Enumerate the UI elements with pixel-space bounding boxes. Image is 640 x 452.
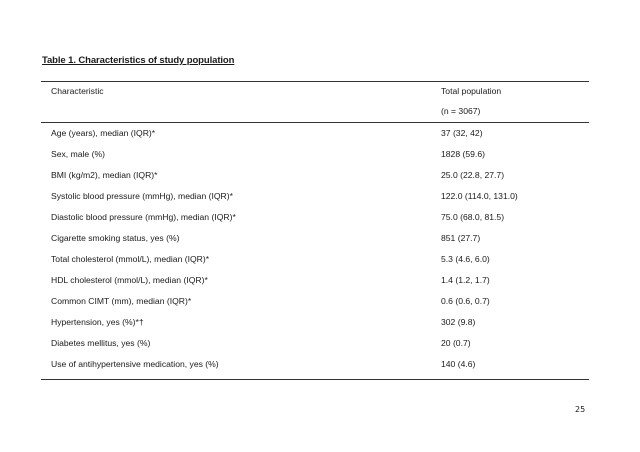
header-characteristic: Characteristic	[51, 86, 104, 96]
row-value-bmi: 25.0 (22.8, 27.7)	[441, 170, 505, 180]
row-label-total-cholesterol: Total cholesterol (mmol/L), median (IQR)*	[51, 254, 210, 264]
header-rule	[41, 122, 589, 123]
row-label-age: Age (years), median (IQR)*	[51, 128, 156, 138]
row-label-hdl-cholesterol: HDL cholesterol (mmol/L), median (IQR)*	[51, 275, 208, 285]
characteristics-table	[41, 81, 589, 380]
header-total-population: Total population	[441, 86, 502, 96]
table-title: Table 1. Characteristics of study population	[42, 55, 235, 66]
row-label-sex: Sex, male (%)	[51, 149, 105, 159]
row-value-sex: 1828 (59.6)	[441, 149, 485, 159]
table-top-rule	[41, 81, 589, 82]
row-value-total-cholesterol: 5.3 (4.6, 6.0)	[441, 254, 490, 264]
row-value-hypertension: 302 (9.8)	[441, 317, 476, 327]
row-label-diastolic-bp: Diastolic blood pressure (mmHg), median (IQR)*	[51, 212, 236, 222]
row-value-common-cimt: 0.6 (0.6, 0.7)	[441, 296, 490, 306]
row-value-age: 37 (32, 42)	[441, 128, 483, 138]
row-label-common-cimt: Common CIMT (mm), median (IQR)*	[51, 296, 192, 306]
row-value-systolic-bp: 122.0 (114.0, 131.0)	[441, 191, 518, 201]
row-label-diabetes: Diabetes mellitus, yes (%)	[51, 338, 151, 348]
page-number: 25	[575, 405, 586, 414]
row-value-diastolic-bp: 75.0 (68.0, 81.5)	[441, 212, 505, 222]
row-label-hypertension: Hypertension, yes (%)*†	[51, 317, 144, 327]
row-value-hdl-cholesterol: 1.4 (1.2, 1.7)	[441, 275, 490, 285]
row-value-smoking: 851 (27.7)	[441, 233, 481, 243]
header-n: (n = 3067)	[441, 106, 481, 116]
row-label-smoking: Cigarette smoking status, yes (%)	[51, 233, 180, 243]
row-value-antihypertensive: 140 (4.6)	[441, 359, 476, 369]
table-bottom-rule	[41, 379, 589, 380]
row-value-diabetes: 20 (0.7)	[441, 338, 471, 348]
row-label-bmi: BMI (kg/m2), median (IQR)*	[51, 170, 158, 180]
row-label-antihypertensive: Use of antihypertensive medication, yes (%)	[51, 359, 219, 369]
row-label-systolic-bp: Systolic blood pressure (mmHg), median (IQR)*	[51, 191, 233, 201]
